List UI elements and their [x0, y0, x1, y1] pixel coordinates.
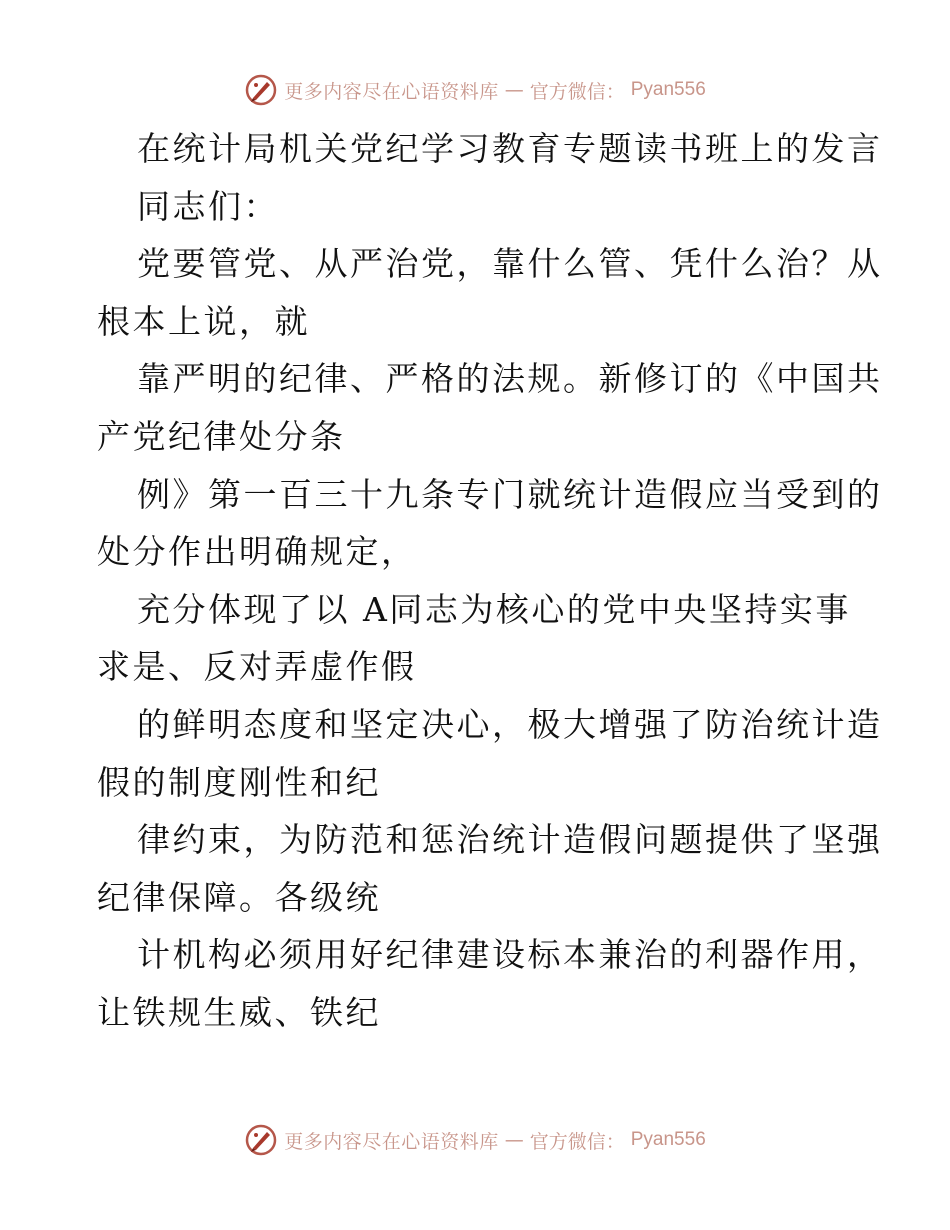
text-line: 产党纪律处分条	[97, 416, 346, 456]
header-watermark	[0, 70, 950, 110]
text-line: 例》第一百三十九条专门就统计造假应当受到的	[137, 474, 883, 514]
text-line: 处分作出明确规定，	[97, 532, 417, 572]
text-line: 靠严明的纪律、严格的法规。新修订的《中国共	[137, 359, 883, 399]
watermark-wechat-id: Pyan556	[630, 1129, 706, 1150]
watermark-wechat-label: 官方微信：	[529, 80, 625, 103]
text-line: 让铁规生威、铁纪	[97, 992, 381, 1032]
watermark-wechat-label: 官方微信：	[529, 1130, 625, 1153]
document-title: 在统计局机关党纪学习教育专题读书班上的发言	[137, 129, 883, 168]
text-line: 党要管党、从严治党，靠什么管、凭什么治？从	[137, 244, 883, 284]
text-line: 计机构必须用好纪律建设标本兼治的利器作用，	[137, 935, 883, 975]
text-line: 假的制度刚性和纪	[97, 762, 381, 802]
watermark-wechat-id: Pyan556	[630, 79, 706, 100]
watermark-separator: —	[504, 79, 524, 101]
text-line: 求是、反对弄虚作假	[97, 647, 417, 687]
quill-pen-logo-icon	[244, 1123, 278, 1157]
quill-pen-logo-icon	[244, 73, 278, 107]
footer-watermark	[0, 1120, 950, 1160]
text-line: 纪律保障。各级统	[97, 877, 381, 917]
watermark-separator: —	[504, 1129, 524, 1151]
salutation: 同志们：	[137, 186, 279, 226]
watermark-text: 更多内容尽在心语资料库	[284, 1130, 499, 1153]
text-line: 根本上说，就	[97, 301, 310, 341]
text-line: 律约束，为防范和惩治统计造假问题提供了坚强	[137, 820, 883, 860]
document-body	[97, 120, 883, 1042]
text-line: 充分体现了以 A同志为核心的党中央坚持实事	[137, 589, 851, 629]
watermark-text: 更多内容尽在心语资料库	[284, 80, 499, 103]
text-line: 的鲜明态度和坚定决心，极大增强了防治统计造	[137, 704, 883, 744]
